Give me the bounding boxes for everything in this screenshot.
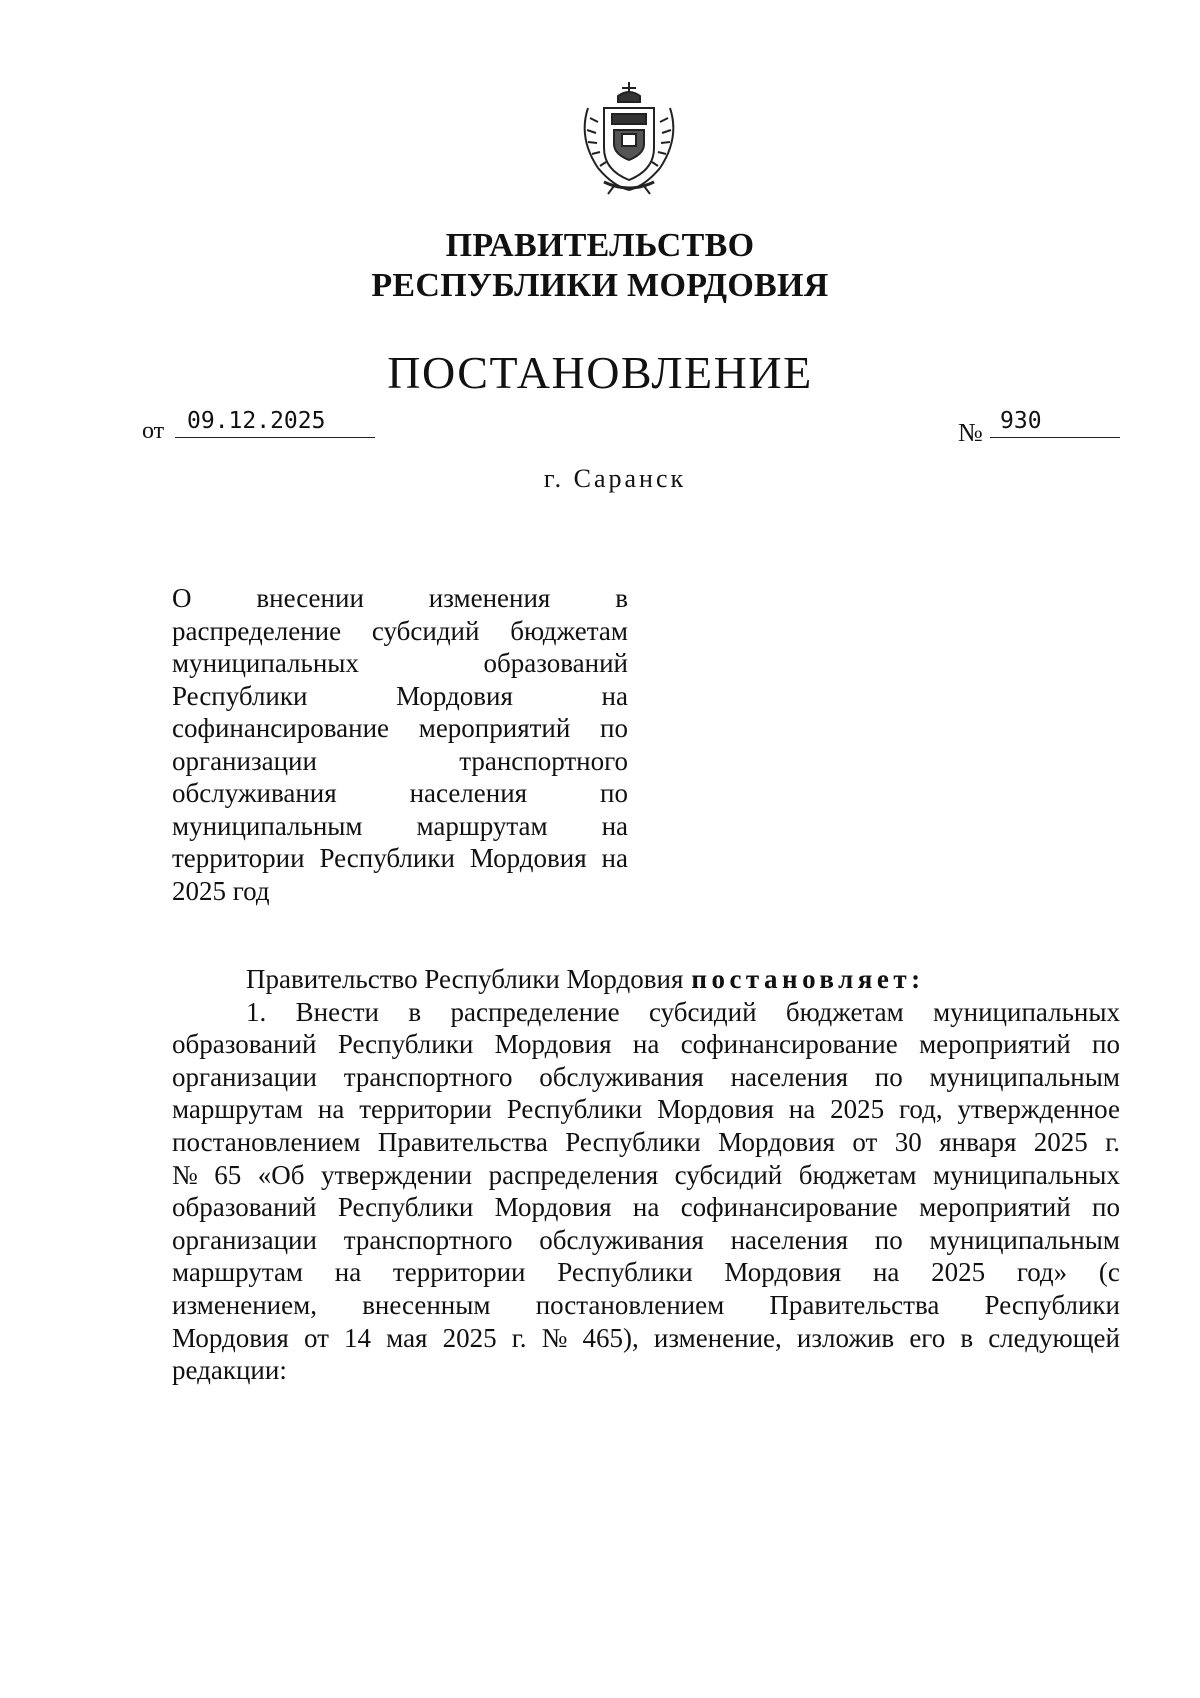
word: Правительства [769,1289,940,1320]
subject-line [172,615,628,648]
word: Правительства [377,1126,548,1157]
preamble-keyword: постановляет: [691,964,925,994]
number-label: № [958,418,983,447]
word: образований [172,1029,317,1060]
document-body [172,963,1120,1387]
word: распределение [172,615,342,646]
word: Мордовия [396,680,513,711]
word: 1. [246,996,267,1027]
word: населения [730,1224,849,1255]
word: 30 [894,1126,922,1157]
word: Республики [565,1126,701,1157]
word: в [960,1322,974,1353]
word: обслуживания [539,1061,704,1092]
government-name [0,226,1200,306]
word: муниципальным [172,810,363,841]
word: Мордовия [718,1126,835,1157]
word: муниципальных [933,1159,1120,1190]
word: Республики [172,680,308,711]
document-subject [172,582,628,907]
word: субсидий [674,1159,783,1190]
word: 2025 [931,1257,986,1288]
word: населения [730,1061,849,1092]
word: Мордовия [724,1257,842,1288]
word: Республики [506,1094,643,1125]
word: г. [511,1322,527,1353]
word: Республики [337,1029,474,1060]
word: Мордовия [469,843,587,873]
word: Республики [337,1192,474,1223]
document-date: 09.12.2025 [175,408,375,438]
word: Мордовия [172,1322,289,1353]
document-number: 930 [990,408,1120,438]
preamble-text: Правительство Республики Мордовия [246,964,684,994]
word: софинансирование [680,1029,898,1060]
word: 2025 [830,1094,885,1125]
word: Республики [557,1257,693,1288]
word: постановлением [172,1126,361,1157]
word: Внести [295,996,379,1027]
word: муниципальных [933,996,1120,1027]
word: бюджетам [798,1159,917,1190]
word: обслуживания [539,1224,704,1255]
word: (с [1098,1257,1120,1288]
word: софинансирование [172,713,390,743]
word: 14 [344,1322,372,1353]
word: маршрутам [172,1094,304,1125]
preamble [172,963,1120,996]
paragraph-line [172,1256,1120,1289]
word: на [317,1094,345,1125]
word: транспортного [459,745,628,776]
coat-of-arms-icon [574,78,684,198]
word: по [600,713,628,743]
word: изложив [796,1322,895,1353]
word: по [1092,1029,1120,1060]
word: муниципальным [929,1061,1120,1092]
city: г. Саранск [543,464,687,493]
word: мероприятий [919,1192,1071,1223]
word: субсидий [648,996,757,1027]
word: постановлением [535,1289,725,1320]
word: «Об [257,1159,305,1190]
word: на [334,1257,362,1288]
word: утверждении [321,1159,473,1190]
word: на [601,680,628,711]
word: изменения [428,583,551,613]
word: его [909,1322,946,1353]
paragraph-line [172,1224,1120,1257]
subject-line [172,582,628,615]
word: по [600,778,628,808]
paragraph-line [172,996,1120,1029]
word: следующей [988,1322,1120,1353]
word: от [303,1322,329,1353]
word: в [615,583,628,613]
word: организации [172,745,317,776]
word: маршрутам [416,810,548,841]
word: 65 [214,1159,242,1190]
word: на [632,1192,660,1223]
word: муниципальных [172,648,359,678]
word: организации [172,1224,317,1255]
paragraph-line [172,1126,1120,1159]
paragraph-line [172,1093,1120,1126]
word: транспортного [343,1224,513,1255]
word: транспортного [343,1061,513,1092]
word: год, [899,1094,943,1125]
word: изменением, [172,1289,317,1320]
word: Мордовия [657,1094,774,1125]
subject-line [172,712,628,745]
paragraph-line [172,1191,1120,1224]
subject-line [172,745,628,778]
word: на [601,843,628,873]
document-type: ПОСТАНОВЛЕНИЕ [387,347,813,398]
subject-line [172,777,628,810]
word: территории [392,1257,526,1288]
subject-line [172,680,628,713]
word: 2025 год [172,875,270,906]
word: г. [1105,1126,1120,1157]
word: 465), [582,1322,639,1353]
word: изменение, [653,1322,782,1353]
word: образований [483,648,628,678]
paragraph-line [172,1061,1120,1094]
word: от [852,1126,878,1157]
word: О [172,583,192,613]
paragraph-line [172,1289,1120,1322]
word: № [172,1159,198,1190]
subject-line [172,647,628,680]
word: внесении [256,583,364,613]
word: внесенным [362,1289,491,1320]
word: 2025 [1033,1126,1088,1157]
word: Мордовия [494,1029,612,1060]
word: мероприятий [418,713,571,743]
word: № [541,1322,568,1353]
government-name-line2: РЕСПУБЛИКИ МОРДОВИЯ [371,267,829,304]
word: по [874,1061,903,1092]
word: мероприятий [919,1029,1071,1060]
subject-line [172,810,628,843]
word: Мордовия [494,1192,612,1223]
word: на [632,1029,660,1060]
word: по [1092,1192,1120,1223]
word: в [408,996,422,1027]
word: обслуживания [172,778,337,808]
word: образований [172,1192,317,1223]
word: Республики [319,843,455,873]
word: на [601,810,628,841]
word: населения [409,778,528,808]
word: мая [386,1322,428,1353]
word: территории [359,1094,492,1125]
paragraph-line [172,1354,1120,1387]
word: бюджетам [785,996,904,1027]
word: на [872,1257,900,1288]
word: по [874,1224,903,1255]
date-label: от [142,418,165,444]
paragraph-line [172,1028,1120,1061]
subject-line [172,842,628,875]
word: на [788,1094,816,1125]
word: территории [172,843,305,873]
word: организации [172,1061,317,1092]
word: Республики [984,1289,1120,1320]
subject-line [172,875,628,908]
word: год» [1016,1257,1068,1288]
paragraph-1 [172,996,1120,1387]
government-name-line1: ПРАВИТЕЛЬСТВО [445,227,755,264]
word: бюджетам [510,615,628,646]
word: субсидий [371,615,480,646]
word: 2025 [442,1322,497,1353]
word: распределения [488,1159,659,1190]
paragraph-line [172,1322,1120,1355]
word: муниципальным [929,1224,1120,1255]
word: января [939,1126,1017,1157]
word: утвержденное [957,1094,1120,1125]
word: распределение [450,996,620,1027]
word: редакции: [172,1355,287,1386]
word: маршрутам [172,1257,304,1288]
word: софинансирование [680,1192,898,1223]
paragraph-line [172,1159,1120,1192]
document-meta [0,408,1200,448]
